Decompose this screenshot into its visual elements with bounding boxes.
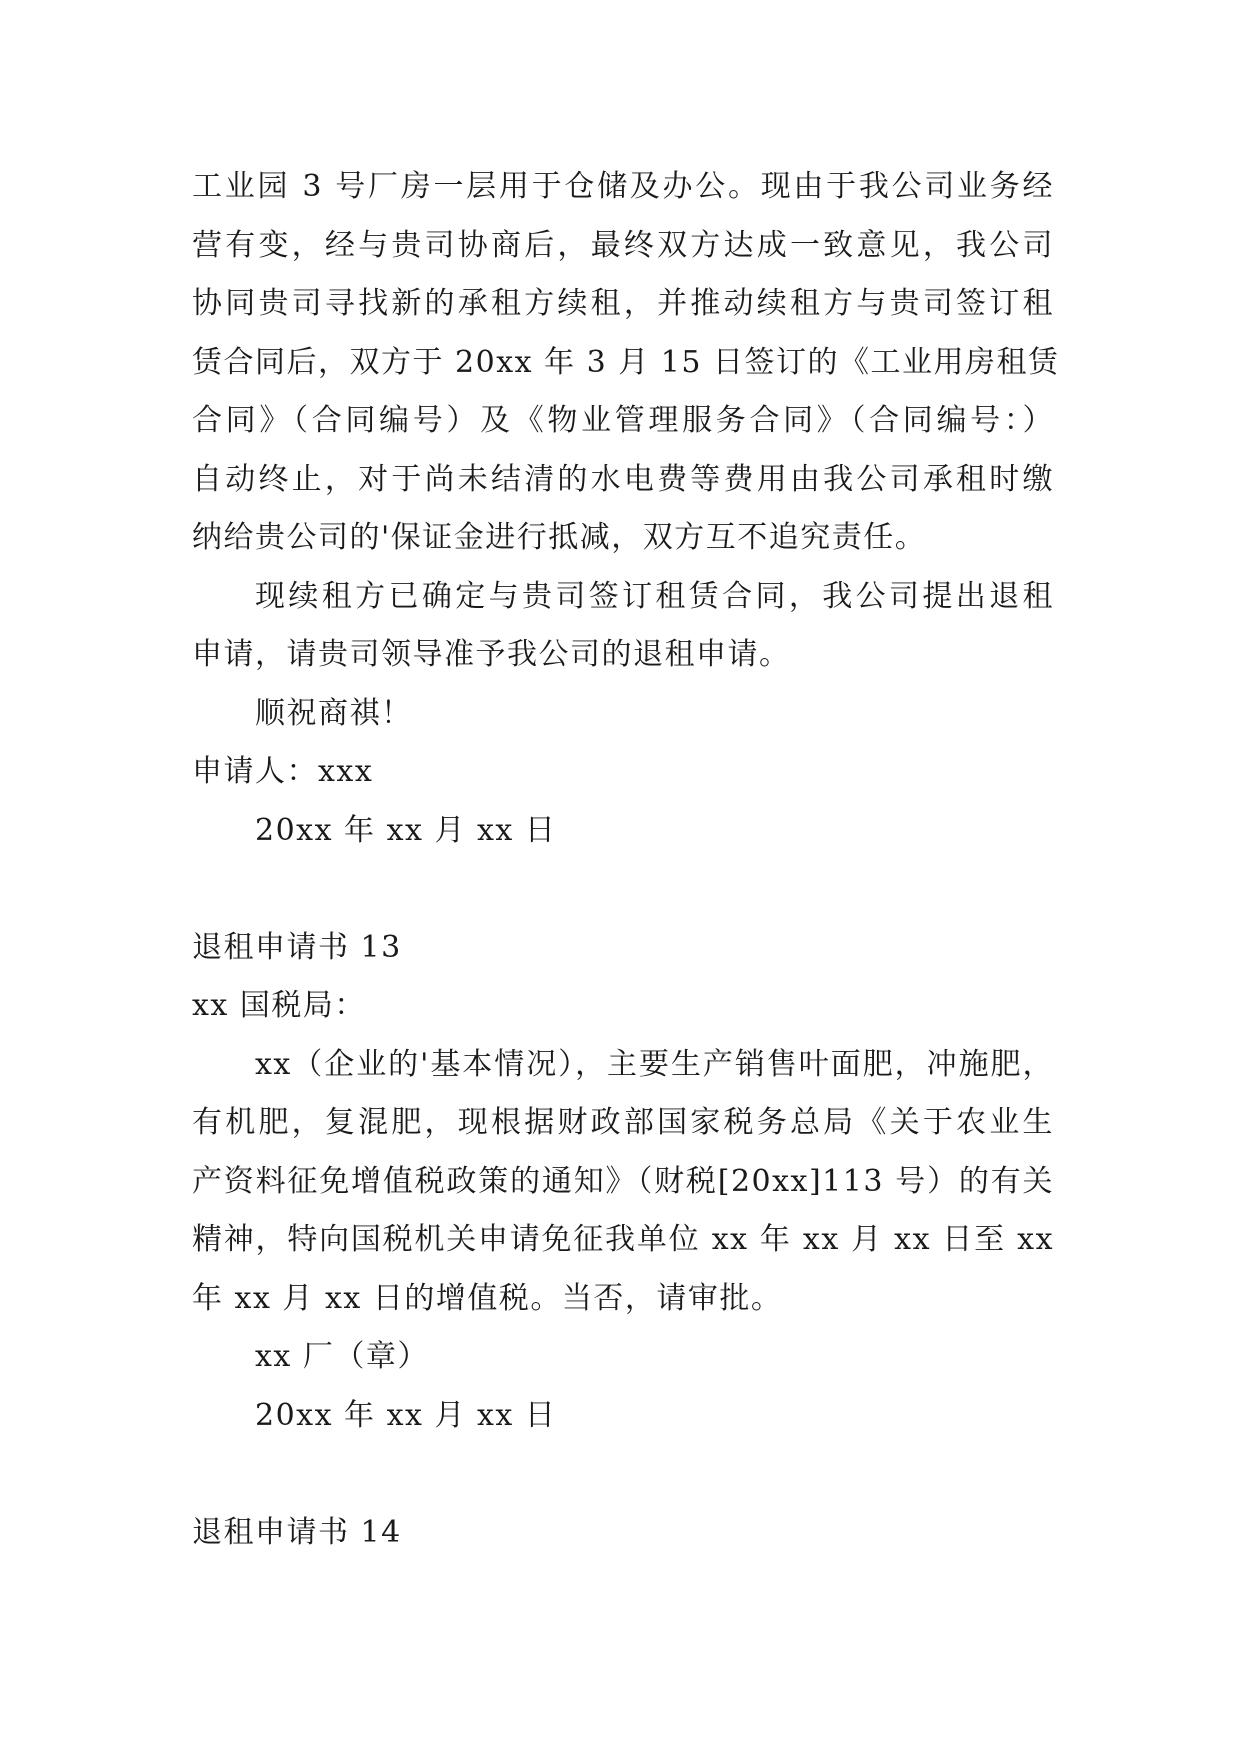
text-line: 现续租方已确定与贵司签订租赁合同，我公司提出退租 <box>255 578 1054 614</box>
text-line: 精神，特向国税机关申请免征我单位 xx 年 xx 月 xx 日至 xx <box>192 1222 1054 1257</box>
text-line: 营有变，经与贵司协商后，最终双方达成一致意见，我公司 <box>192 227 1054 263</box>
text-line: xx（企业的'基本情况），主要生产销售叶面肥，冲施肥， <box>255 1046 1054 1082</box>
section-gap <box>192 860 1054 919</box>
addressee: xx 国税局： <box>192 988 366 1023</box>
document-page <box>192 158 1060 1562</box>
text-line: 申请，请贵司领导准予我公司的退租申请。 <box>192 637 791 672</box>
section-13 <box>192 919 1054 1446</box>
applicant-signature: 申请人：xxx <box>192 754 374 789</box>
text-line: 纳给贵公司的'保证金进行抵减，双方互不追究责任。 <box>192 520 927 555</box>
text-line: 协同贵司寻找新的承租方续租，并推动续租方与贵司签订租 <box>192 286 1054 321</box>
section-gap <box>192 1445 1054 1504</box>
closing-greeting: 顺祝商祺！ <box>255 695 413 731</box>
text-line: 合同》（合同编号）及《物业管理服务合同》（合同编号：） <box>192 403 1054 438</box>
text-line: 产资料征免增值税政策的通知》（财税[20xx]113 号）的有关 <box>192 1163 1054 1199</box>
text-line: 年 xx 月 xx 日的增值税。当否，请审批。 <box>192 1280 783 1316</box>
paragraph-lease-termination <box>192 158 1060 568</box>
letter-date: 20xx 年 xx 月 xx 日 <box>255 1397 557 1433</box>
section-14 <box>192 1504 1054 1563</box>
text-line: 工业园 3 号厂房一层用于仓储及办公。现由于我公司业务经 <box>192 169 1054 204</box>
text-line: 有机肥，复混肥，现根据财政部国家税务总局《关于农业生 <box>192 1105 1054 1140</box>
letter-date: 20xx 年 xx 月 xx 日 <box>255 812 557 848</box>
text-line: 赁合同后，双方于 20xx 年 3 月 15 日签订的《工业用房租赁 <box>192 344 1060 380</box>
paragraph-request <box>192 568 1054 685</box>
section-title: 退租申请书 14 <box>192 1514 402 1550</box>
section-title: 退租申请书 13 <box>192 929 402 965</box>
company-seal-text: xx 厂（章） <box>255 1339 429 1374</box>
text-line: 自动终止，对于尚未结清的水电费等费用由我公司承租时缴 <box>192 461 1054 497</box>
